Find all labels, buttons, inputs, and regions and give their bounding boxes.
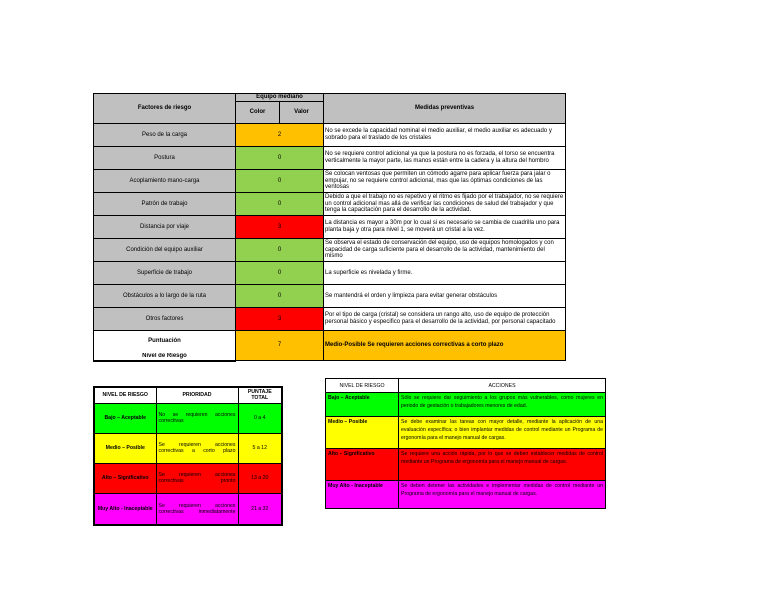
leg2-accion: Sólo se requiere dar seguimiento a los grupos más vulnerables, como mujeres en periodo de gestación o trabajadores menores de edad. [399,393,606,417]
risk-factor-row [94,124,566,147]
factor-name: Peso de la carga [94,124,236,147]
equipo-header: Equipo mediano [236,94,324,102]
leg1-prioridad: No se requieren acciones correctivas [156,403,238,433]
leg1-nivel: Medio – Posible [94,433,156,463]
leg1-puntaje: 21 a 32 [238,493,282,525]
actions-legend-row [326,393,606,417]
valor-header: Valor [280,102,324,124]
leg1-nivel-header: NIVEL DE RIESGO [94,387,156,403]
nivel-riesgo-label: Nivel de Riesgo [94,353,236,361]
factor-measure: No se excede la capacidad nominal el medio auxiliar, el medio auxiliar es adecuado y sobrado para el traslado de los cristales [324,124,566,147]
factor-name: Postura [94,147,236,170]
leg2-accion: Se debe examinar las tareas con mayor detalle, mediante la aplicación de una evaluación específica; o bien implantar medidas de control mediante un Programa de ergonomía para el manejo manual de cargas. [399,417,606,449]
factor-value: 0 [236,193,324,216]
factor-measure: Debido a que el trabajo no es repetivo y el ritmo es fijado por el trabajador, no se requiere un control adicional mas allá de verificar las condiciones de salud del trabajador y que tenga la capacitación para el desarrollo de la actividad. [324,193,566,216]
risk-factors-table [93,93,566,362]
risk-factor-row [94,193,566,216]
leg1-prioridad-header: PRIORIDAD [156,387,238,403]
factor-measure: Se mantendrá el orden y limpieza para evitar generar obstáculos [324,285,566,308]
leg2-nivel: Medio – Posible [326,417,399,449]
factor-measure: Se observa el estado de conservación del equipo, uso de equipos homologados y con capacidad de carga suficiente para el desarrollo de la actividad, mantenimiento del mismo [324,239,566,262]
factor-measure: La distancia es mayor a 30m por lo cual si es necesario se cambia de cuadrilla uno para planta baja y otra para nivel 1, se moverá un cristal a la vez. [324,216,566,239]
puntuacion-label: Puntuación [94,331,236,353]
leg2-acciones-header: ACCIONES [399,379,606,393]
factor-name: Condición del equipo auxiliar [94,239,236,262]
factor-measure: No se requiere control adicional ya que la postura no es forzada, el torso se encuentra verticalmente la mayor parte, las manos están entre la cadera y la altura del hombro [324,147,566,170]
leg2-nivel-header: NIVEL DE RIESGO [326,379,399,393]
leg1-prioridad: Se requieren acciones correctivas pronto [156,463,238,493]
leg2-nivel: Muy Alto - Inaceptable [326,481,399,509]
leg2-accion: Se deben detener las actividades e implementar medidas de control mediante un Programa de ergonomía para el manejo manual de cargas. [399,481,606,509]
factores-header: Factores de riesgo [94,94,236,124]
priority-legend-row [94,493,282,525]
puntuacion-value: 7 [236,331,324,361]
factor-measure: Por el tipo de carga (cristal) se considera un rango alto, uso de equipo de protección personal básico y especifico para el desarrollo de la actividad, por personal capacitado [324,308,566,331]
risk-factor-row [94,239,566,262]
risk-factor-row [94,285,566,308]
factor-name: Obstáculos a lo largo de la ruta [94,285,236,308]
priority-legend-table [93,386,283,526]
factor-name: Patrón de trabajo [94,193,236,216]
factor-value: 0 [236,147,324,170]
risk-factor-row [94,170,566,193]
medidas-header: Medidas preventivas [324,94,566,124]
leg1-puntaje: 5 a 12 [238,433,282,463]
factor-value: 3 [236,308,324,331]
priority-legend-row [94,403,282,433]
factor-name: Otros factores [94,308,236,331]
factor-name: Superficie de trabajo [94,262,236,285]
leg2-nivel: Alto – Significativo [326,449,399,481]
leg1-puntaje: 13 a 20 [238,463,282,493]
leg1-puntaje-header: PUNTAJE TOTAL [238,387,282,403]
leg1-nivel: Muy Alto - Inaceptable [94,493,156,525]
actions-legend-row [326,481,606,509]
risk-result: Medio-Posible Se requieren acciones correctivas a corto plazo [324,331,566,361]
leg1-puntaje: 0 a 4 [238,403,282,433]
leg2-nivel: Bajo – Aceptable [326,393,399,417]
factor-name: Acoplamiento mano-carga [94,170,236,193]
risk-factor-row [94,216,566,239]
priority-legend-row [94,463,282,493]
factor-value: 0 [236,239,324,262]
leg1-nivel: Alto – Significativo [94,463,156,493]
color-header: Color [236,102,280,124]
factor-name: Distancia por viaje [94,216,236,239]
risk-factor-row [94,262,566,285]
priority-legend-row [94,433,282,463]
leg1-prioridad: Se requieren acciones correctivas a corto plazo [156,433,238,463]
factor-value: 3 [236,216,324,239]
actions-legend-row [326,417,606,449]
actions-legend-table [325,378,606,509]
factor-measure: La superficie es nivelada y firme. [324,262,566,285]
factor-value: 0 [236,170,324,193]
factor-value: 2 [236,124,324,147]
factor-measure: Se colocan ventosas que permiten un cómodo agarre para aplicar fuerza para jalar o empujar, no se requiere control adicional, mas que las óptimas condiciones de las ventosas [324,170,566,193]
factor-value: 0 [236,262,324,285]
leg2-accion: Se requiere una acción rápida, por lo que se deben establecer medidas de control mediante un Programa de ergonomía para el manejo manual de cargas. [399,449,606,481]
leg1-prioridad: Se requieren acciones correctivas inmediatamente [156,493,238,525]
risk-factor-row [94,308,566,331]
leg1-nivel: Bajo – Aceptable [94,403,156,433]
risk-factor-row [94,147,566,170]
actions-legend-row [326,449,606,481]
factor-value: 0 [236,285,324,308]
